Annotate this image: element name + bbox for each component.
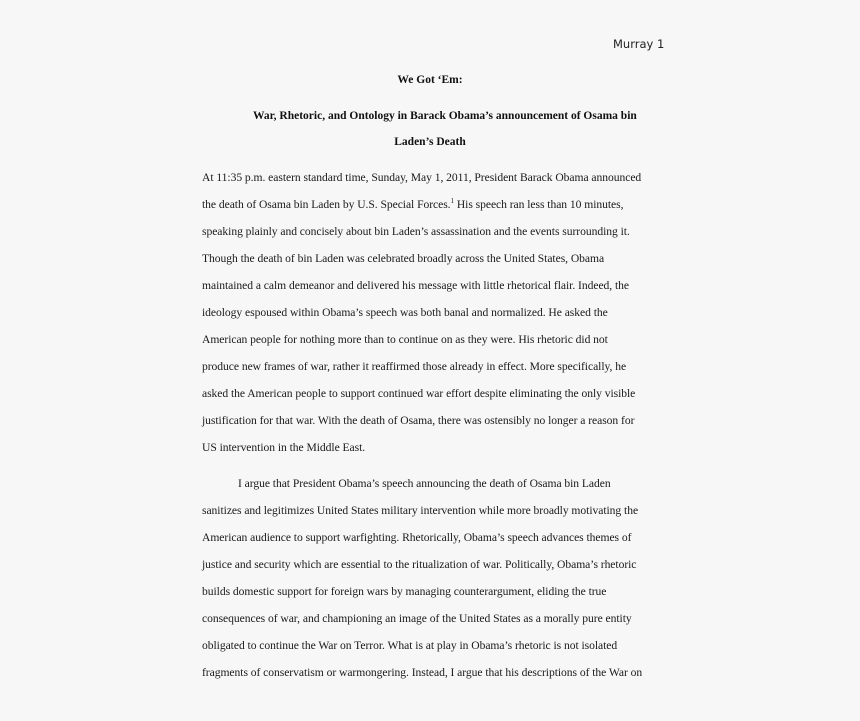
footnote-marker[interactable]: 1 [450, 197, 454, 205]
running-head: Murray 1 [613, 37, 665, 51]
body-line [202, 198, 623, 211]
body-line: consequences of war, and championing an image of the United States as a morally pure entity [202, 612, 632, 625]
body-line: At 11:35 p.m. eastern standard time, Sunday, May 1, 2011, President Barack Obama announced [202, 171, 642, 184]
body-line: US intervention in the Middle East. [202, 441, 366, 454]
body-line: builds domestic support for foreign wars by managing counterargument, eliding the true [202, 585, 607, 598]
body-line: American audience to support warfighting. Rhetorically, Obama’s speech advances themes of [202, 531, 632, 544]
body-line: produce new frames of war, rather it reaffirmed those already in effect. More specifically, he [202, 360, 627, 373]
body-line: obligated to continue the War on Terror. What is at play in Obama’s rhetoric is not isolated [202, 639, 618, 652]
body-line: sanitizes and legitimizes United States military intervention while more broadly motivating the [202, 504, 639, 517]
title-line-3: Laden’s Death [394, 136, 466, 148]
body-line: ideology espoused within Obama’s speech was both banal and normalized. He asked the [202, 306, 608, 319]
body-line: American people for nothing more than to continue on as they were. His rhetoric did not [202, 333, 608, 346]
body-text: His speech ran less than 10 minutes, [454, 198, 624, 211]
title-line-1: We Got ‘Em: [397, 74, 463, 86]
body-line: justification for that war. With the death of Osama, there was ostensibly no longer a reason for [202, 414, 635, 427]
body-line: Though the death of bin Laden was celebrated broadly across the United States, Obama [202, 252, 605, 265]
body-line: fragments of conservatism or warmongering. Instead, I argue that his descriptions of the War on [202, 666, 643, 679]
body-line: maintained a calm demeanor and delivered his message with little rhetorical flair. Indeed, the [202, 279, 630, 292]
body-line: I argue that President Obama’s speech announcing the death of Osama bin Laden [238, 477, 611, 490]
body-line: speaking plainly and concisely about bin Laden’s assassination and the events surrounding it. [202, 225, 630, 238]
body-text: the death of Osama bin Laden by U.S. Special Forces. [202, 198, 451, 211]
body-line: justice and security which are essential to the ritualization of war. Politically, Obama’s rhetoric [202, 558, 637, 571]
title-line-2: War, Rhetoric, and Ontology in Barack Obama’s announcement of Osama bin [253, 110, 637, 122]
body-line: asked the American people to support continued war effort despite eliminating the only visible [202, 387, 636, 400]
